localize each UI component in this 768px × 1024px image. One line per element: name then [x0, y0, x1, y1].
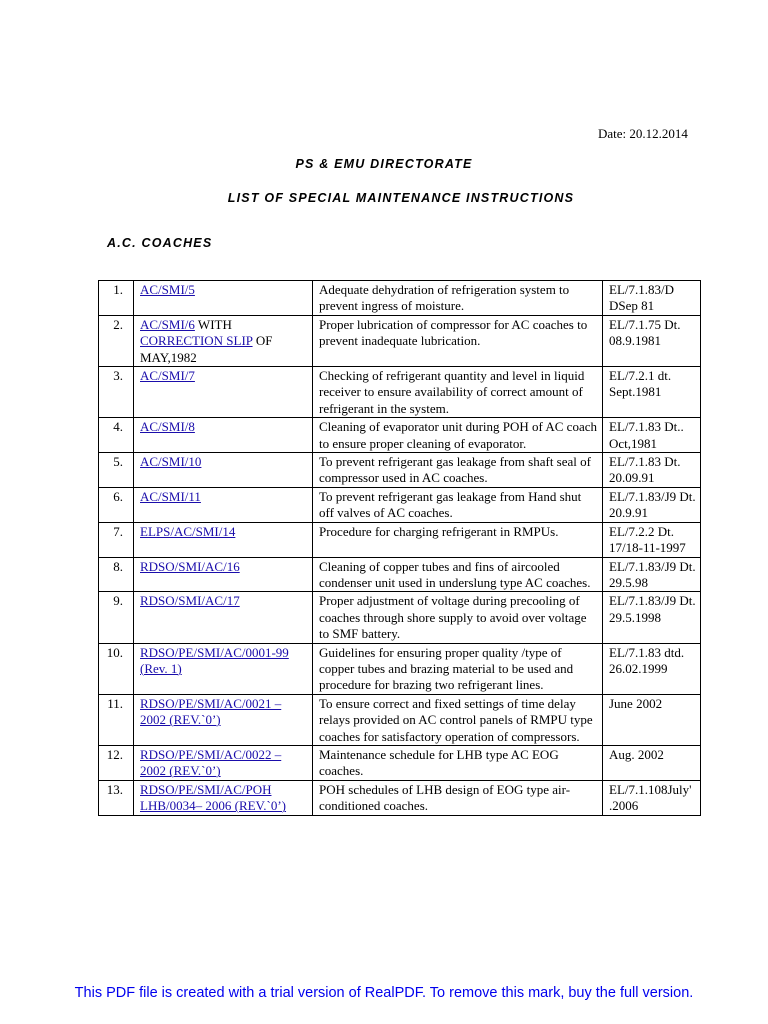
- smi-reference-link[interactable]: AC/SMI/8: [140, 419, 195, 435]
- instruction-description: To prevent refrigerant gas leakage from shaft seal of compressor used in AC coaches.: [313, 453, 603, 488]
- smi-reference: [134, 487, 313, 522]
- smi-reference-link[interactable]: ELPS/AC/SMI/14: [140, 523, 236, 539]
- letter-reference: EL/7.1.83 Dt.. Oct,1981: [603, 418, 701, 453]
- smi-reference: [134, 315, 313, 366]
- letter-reference: EL/7.1.108July' .2006: [603, 780, 701, 815]
- instruction-description: Checking of refrigerant quantity and level in liquid receiver to ensure availability of correct amount of refrigerant in the system.: [313, 367, 603, 418]
- reference-text: WITH: [194, 316, 232, 332]
- row-number: 6.: [99, 487, 134, 522]
- instruction-description: POH schedules of LHB design of EOG type air-conditioned coaches.: [313, 780, 603, 815]
- table-row: [99, 643, 701, 694]
- row-number: 10.: [99, 643, 134, 694]
- letter-reference: EL/7.1.83 Dt. 20.09.91: [603, 453, 701, 488]
- instruction-description: Guidelines for ensuring proper quality /type of copper tubes and brazing material to be used and procedure for brazing two refrigerant lines.: [313, 643, 603, 694]
- instruction-description: Adequate dehydration of refrigeration system to prevent ingress of moisture.: [313, 281, 603, 316]
- letter-reference: EL/7.2.2 Dt. 17/18-11-1997: [603, 522, 701, 557]
- smi-reference-link[interactable]: AC/SMI/11: [140, 488, 201, 504]
- smi-reference-link[interactable]: AC/SMI/5: [140, 282, 195, 297]
- table-row: [99, 453, 701, 488]
- row-number: 3.: [99, 367, 134, 418]
- smi-table: [98, 280, 701, 816]
- instruction-description: Maintenance schedule for LHB type AC EOG coaches.: [313, 745, 603, 780]
- reference-text: OF MAY,1982: [140, 333, 273, 365]
- smi-reference: [134, 557, 313, 592]
- document-date: Date: 20.12.2014: [598, 126, 688, 141]
- smi-reference-link[interactable]: RDSO/SMI/AC/17: [140, 593, 240, 609]
- table-row: [99, 592, 701, 643]
- table-row: [99, 780, 701, 815]
- letter-reference: EL/7.1.83/J9 Dt. 29.5.1998: [603, 592, 701, 643]
- trial-watermark-text: This PDF file is created with a trial version of RealPDF. To remove this mark, buy the full version.: [74, 985, 694, 1001]
- letter-reference: EL/7.1.83 dtd. 26.02.1999: [603, 643, 701, 694]
- instruction-description: Cleaning of copper tubes and fins of aircooled condenser unit used in underslung type AC coaches.: [313, 557, 603, 592]
- letter-reference: June 2002: [603, 694, 701, 745]
- instruction-description: Proper lubrication of compressor for AC coaches to prevent inadequate lubrication.: [313, 315, 603, 366]
- smi-reference-link[interactable]: RDSO/PE/SMI/AC/POH LHB/0034– 2006 (REV.`0’): [140, 781, 287, 814]
- instruction-description: To prevent refrigerant gas leakage from Hand shut off valves of AC coaches.: [313, 487, 603, 522]
- row-number: 9.: [99, 592, 134, 643]
- instruction-description: Proper adjustment of voltage during precooling of coaches through shore supply to avoid over voltage to SMF battery.: [313, 592, 603, 643]
- smi-reference: [134, 780, 313, 815]
- smi-reference: [134, 745, 313, 780]
- row-number: 5.: [99, 453, 134, 488]
- list-heading: LIST OF SPECIAL MAINTENANCE INSTRUCTIONS: [227, 191, 575, 205]
- smi-reference-link[interactable]: AC/SMI/10: [140, 454, 202, 470]
- table-row: [99, 367, 701, 418]
- table-row: [99, 694, 701, 745]
- table-row: [99, 315, 701, 366]
- smi-reference-link[interactable]: RDSO/PE/SMI/AC/0021 – 2002 (REV.`0’): [140, 695, 282, 728]
- table-row: [99, 745, 701, 780]
- row-number: 7.: [99, 522, 134, 557]
- smi-reference: [134, 694, 313, 745]
- table-row: [99, 557, 701, 592]
- row-number: 12.: [99, 745, 134, 780]
- letter-reference: EL/7.1.75 Dt. 08.9.1981: [603, 315, 701, 366]
- smi-reference: [134, 522, 313, 557]
- instruction-description: Procedure for charging refrigerant in RMPUs.: [313, 522, 603, 557]
- table-row: [99, 487, 701, 522]
- directorate-heading: PS & EMU DIRECTORATE: [295, 157, 473, 171]
- letter-reference: EL/7.1.83/J9 Dt. 20.9.91: [603, 487, 701, 522]
- letter-reference: Aug. 2002: [603, 745, 701, 780]
- row-number: 2.: [99, 315, 134, 366]
- smi-reference-link[interactable]: RDSO/PE/SMI/AC/0001-99 (Rev. 1): [140, 644, 289, 676]
- smi-reference-link[interactable]: RDSO/PE/SMI/AC/0022 – 2002 (REV.`0’): [140, 746, 282, 779]
- smi-reference-link[interactable]: RDSO/SMI/AC/16: [140, 558, 240, 574]
- instruction-description: Cleaning of evaporator unit during POH of AC coach to ensure proper cleaning of evaporator.: [313, 418, 603, 453]
- smi-reference: [134, 643, 313, 694]
- row-number: 4.: [99, 418, 134, 453]
- smi-reference-link[interactable]: AC/SMI/7: [140, 368, 195, 384]
- table-row: [99, 281, 701, 316]
- instruction-description: To ensure correct and fixed settings of time delay relays provided on AC control panels of RMPU type coaches for satisfactory operation of compressors.: [313, 694, 603, 745]
- correction-slip-link[interactable]: CORRECTION SLIP: [140, 333, 253, 349]
- row-number: 11.: [99, 694, 134, 745]
- table-row: [99, 522, 701, 557]
- letter-reference: EL/7.2.1 dt. Sept.1981: [603, 367, 701, 418]
- letter-reference: EL/7.1.83/J9 Dt. 29.5.98: [603, 557, 701, 592]
- row-number: 1.: [99, 281, 134, 316]
- smi-reference-link[interactable]: AC/SMI/6: [140, 316, 195, 332]
- row-number: 13.: [99, 780, 134, 815]
- smi-reference: [134, 453, 313, 488]
- smi-reference: [134, 418, 313, 453]
- smi-reference: [134, 367, 313, 418]
- letter-reference: EL/7.1.83/D DSep 81: [603, 281, 701, 316]
- smi-reference: [134, 281, 313, 316]
- row-number: 8.: [99, 557, 134, 592]
- section-title: A.C. COACHES: [107, 236, 213, 250]
- smi-reference: [134, 592, 313, 643]
- table-row: [99, 418, 701, 453]
